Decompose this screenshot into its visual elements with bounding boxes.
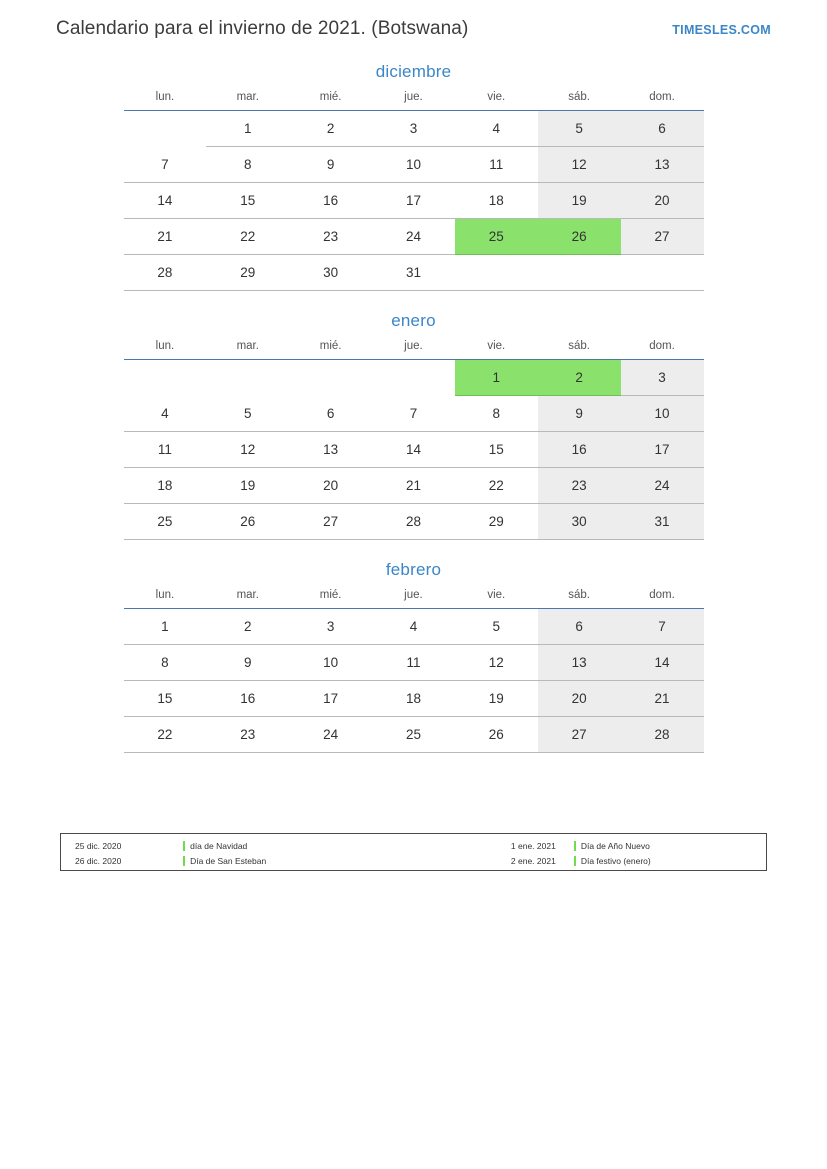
day-cell[interactable]: 4 [455, 111, 538, 147]
day-cell[interactable]: 26 [206, 504, 289, 540]
day-cell[interactable]: 1 [206, 111, 289, 147]
day-cell[interactable]: 24 [372, 219, 455, 255]
week-row [124, 681, 704, 717]
legend-color-swatch [183, 856, 185, 866]
day-cell[interactable]: 24 [289, 717, 372, 753]
legend-color-swatch [574, 841, 576, 851]
legend-box [60, 833, 767, 871]
day-cell[interactable]: 13 [538, 645, 621, 681]
weekday-header: mar. [206, 91, 289, 111]
weekday-header: vie. [455, 340, 538, 360]
day-cell[interactable]: 22 [455, 468, 538, 504]
month-block [124, 311, 704, 540]
weekday-header: mié. [289, 91, 372, 111]
day-cell[interactable]: 23 [538, 468, 621, 504]
day-cell[interactable]: 31 [621, 504, 704, 540]
weekday-header-row [124, 589, 704, 609]
day-cell[interactable]: 11 [455, 147, 538, 183]
day-cell[interactable]: 18 [372, 681, 455, 717]
day-cell[interactable]: 16 [538, 432, 621, 468]
week-row [124, 609, 704, 645]
empty-cell [455, 255, 538, 291]
legend-date-left: 26 dic. 2020 [75, 855, 122, 866]
legend-label-left: Día de San Esteban [190, 855, 267, 866]
legend-row [69, 839, 758, 852]
holiday-day-cell[interactable]: 2 [538, 360, 621, 396]
legend-color-swatch [183, 841, 185, 851]
legend-date-left: 25 dic. 2020 [75, 840, 122, 851]
day-cell[interactable]: 20 [289, 468, 372, 504]
day-cell[interactable]: 14 [372, 432, 455, 468]
legend-row [69, 854, 758, 867]
page-header [0, 18, 827, 52]
week-row [124, 183, 704, 219]
day-cell[interactable]: 29 [206, 255, 289, 291]
day-cell[interactable]: 3 [621, 360, 704, 396]
day-cell[interactable]: 22 [206, 219, 289, 255]
weekday-header: lun. [124, 340, 207, 360]
day-cell[interactable]: 5 [206, 396, 289, 432]
weekday-header: mar. [206, 340, 289, 360]
day-cell[interactable]: 28 [372, 504, 455, 540]
day-cell[interactable]: 27 [621, 219, 704, 255]
day-cell[interactable]: 2 [206, 609, 289, 645]
day-cell[interactable]: 22 [124, 717, 207, 753]
month-table [124, 589, 704, 753]
weekday-header: sáb. [538, 91, 621, 111]
legend-date-right: 1 ene. 2021 [510, 840, 556, 851]
week-row [124, 396, 704, 432]
day-cell[interactable]: 19 [206, 468, 289, 504]
day-cell[interactable]: 26 [455, 717, 538, 753]
weekday-header: dom. [621, 589, 704, 609]
legend-label-right: Día de Año Nuevo [580, 840, 650, 851]
day-cell[interactable]: 24 [621, 468, 704, 504]
day-cell[interactable]: 17 [289, 681, 372, 717]
day-cell[interactable]: 21 [124, 219, 207, 255]
month-block [124, 560, 704, 753]
empty-cell [206, 360, 289, 396]
holiday-day-cell[interactable]: 1 [455, 360, 538, 396]
day-cell[interactable]: 20 [538, 681, 621, 717]
weekday-header: vie. [455, 589, 538, 609]
holiday-day-cell[interactable]: 25 [455, 219, 538, 255]
day-cell[interactable]: 11 [124, 432, 207, 468]
month-table [124, 340, 704, 540]
day-cell[interactable]: 23 [206, 717, 289, 753]
empty-cell [289, 360, 372, 396]
week-row [124, 717, 704, 753]
day-cell[interactable]: 14 [621, 645, 704, 681]
day-cell[interactable]: 17 [372, 183, 455, 219]
day-cell[interactable]: 31 [372, 255, 455, 291]
day-cell[interactable]: 2 [289, 111, 372, 147]
day-cell[interactable]: 18 [455, 183, 538, 219]
day-cell[interactable]: 9 [206, 645, 289, 681]
empty-cell [538, 255, 621, 291]
month-name: diciembre [375, 62, 452, 81]
weekday-header: sáb. [538, 340, 621, 360]
weekday-header: mar. [206, 589, 289, 609]
weekday-header: jue. [372, 91, 455, 111]
week-row [124, 219, 704, 255]
day-cell[interactable]: 27 [538, 717, 621, 753]
weekday-header: mié. [289, 589, 372, 609]
legend-label-right: Día festivo (enero) [580, 855, 651, 866]
day-cell[interactable]: 21 [621, 681, 704, 717]
week-row [124, 111, 704, 147]
day-cell[interactable]: 4 [124, 396, 207, 432]
day-cell[interactable]: 20 [621, 183, 704, 219]
empty-cell [124, 360, 207, 396]
week-row [124, 645, 704, 681]
day-cell[interactable]: 16 [206, 681, 289, 717]
weekday-header: dom. [621, 340, 704, 360]
month-table [124, 91, 704, 291]
day-cell[interactable]: 9 [289, 147, 372, 183]
months-container [0, 62, 827, 773]
holiday-day-cell[interactable]: 26 [538, 219, 621, 255]
page-title: Calendario para el invierno de 2021. (Botswana) [56, 18, 469, 39]
day-cell[interactable]: 28 [124, 255, 207, 291]
empty-cell [372, 360, 455, 396]
weekday-header: dom. [621, 91, 704, 111]
week-row [124, 255, 704, 291]
day-cell[interactable]: 25 [124, 504, 207, 540]
day-cell[interactable]: 15 [455, 432, 538, 468]
day-cell[interactable]: 15 [124, 681, 207, 717]
weekday-header: sáb. [538, 589, 621, 609]
day-cell[interactable]: 23 [289, 219, 372, 255]
weekday-header: lun. [124, 91, 207, 111]
day-cell[interactable]: 8 [206, 147, 289, 183]
day-cell[interactable]: 15 [206, 183, 289, 219]
day-cell[interactable]: 7 [372, 396, 455, 432]
empty-cell [621, 255, 704, 291]
day-cell[interactable]: 3 [289, 609, 372, 645]
month-name: enero [391, 311, 436, 330]
day-cell[interactable]: 17 [621, 432, 704, 468]
weekday-header-row [124, 91, 704, 111]
weekday-header: vie. [455, 91, 538, 111]
day-cell[interactable]: 7 [621, 609, 704, 645]
day-cell[interactable]: 6 [621, 111, 704, 147]
day-cell[interactable]: 12 [455, 645, 538, 681]
month-block [124, 62, 704, 291]
day-cell[interactable]: 7 [124, 147, 207, 183]
day-cell[interactable]: 9 [538, 396, 621, 432]
day-cell[interactable]: 12 [538, 147, 621, 183]
day-cell[interactable]: 30 [289, 255, 372, 291]
day-cell[interactable]: 6 [538, 609, 621, 645]
day-cell[interactable]: 1 [124, 609, 207, 645]
weekday-header: jue. [372, 589, 455, 609]
empty-cell [124, 111, 207, 147]
day-cell[interactable]: 14 [124, 183, 207, 219]
site-brand[interactable]: TIMESLES.COM [672, 23, 771, 37]
legend-label-left: día de Navidad [190, 840, 248, 851]
day-cell[interactable]: 13 [621, 147, 704, 183]
day-cell[interactable]: 25 [372, 717, 455, 753]
week-row [124, 468, 704, 504]
day-cell[interactable]: 3 [372, 111, 455, 147]
weekday-header: jue. [372, 340, 455, 360]
day-cell[interactable]: 6 [289, 396, 372, 432]
day-cell[interactable]: 16 [289, 183, 372, 219]
day-cell[interactable]: 10 [621, 396, 704, 432]
week-row [124, 360, 704, 396]
day-cell[interactable]: 10 [289, 645, 372, 681]
day-cell[interactable]: 5 [455, 609, 538, 645]
weekday-header: lun. [124, 589, 207, 609]
day-cell[interactable]: 10 [372, 147, 455, 183]
day-cell[interactable]: 13 [289, 432, 372, 468]
day-cell[interactable]: 8 [124, 645, 207, 681]
legend-date-right: 2 ene. 2021 [510, 855, 556, 866]
day-cell[interactable]: 19 [455, 681, 538, 717]
weekday-header-row [124, 340, 704, 360]
day-cell[interactable]: 11 [372, 645, 455, 681]
day-cell[interactable]: 27 [289, 504, 372, 540]
week-row [124, 432, 704, 468]
day-cell[interactable]: 28 [621, 717, 704, 753]
day-cell[interactable]: 4 [372, 609, 455, 645]
day-cell[interactable]: 8 [455, 396, 538, 432]
day-cell[interactable]: 12 [206, 432, 289, 468]
legend-color-swatch [574, 856, 576, 866]
day-cell[interactable]: 21 [372, 468, 455, 504]
week-row [124, 504, 704, 540]
day-cell[interactable]: 18 [124, 468, 207, 504]
weekday-header: mié. [289, 340, 372, 360]
day-cell[interactable]: 29 [455, 504, 538, 540]
day-cell[interactable]: 19 [538, 183, 621, 219]
day-cell[interactable]: 30 [538, 504, 621, 540]
day-cell[interactable]: 5 [538, 111, 621, 147]
month-name: febrero [385, 560, 442, 579]
week-row [124, 147, 704, 183]
